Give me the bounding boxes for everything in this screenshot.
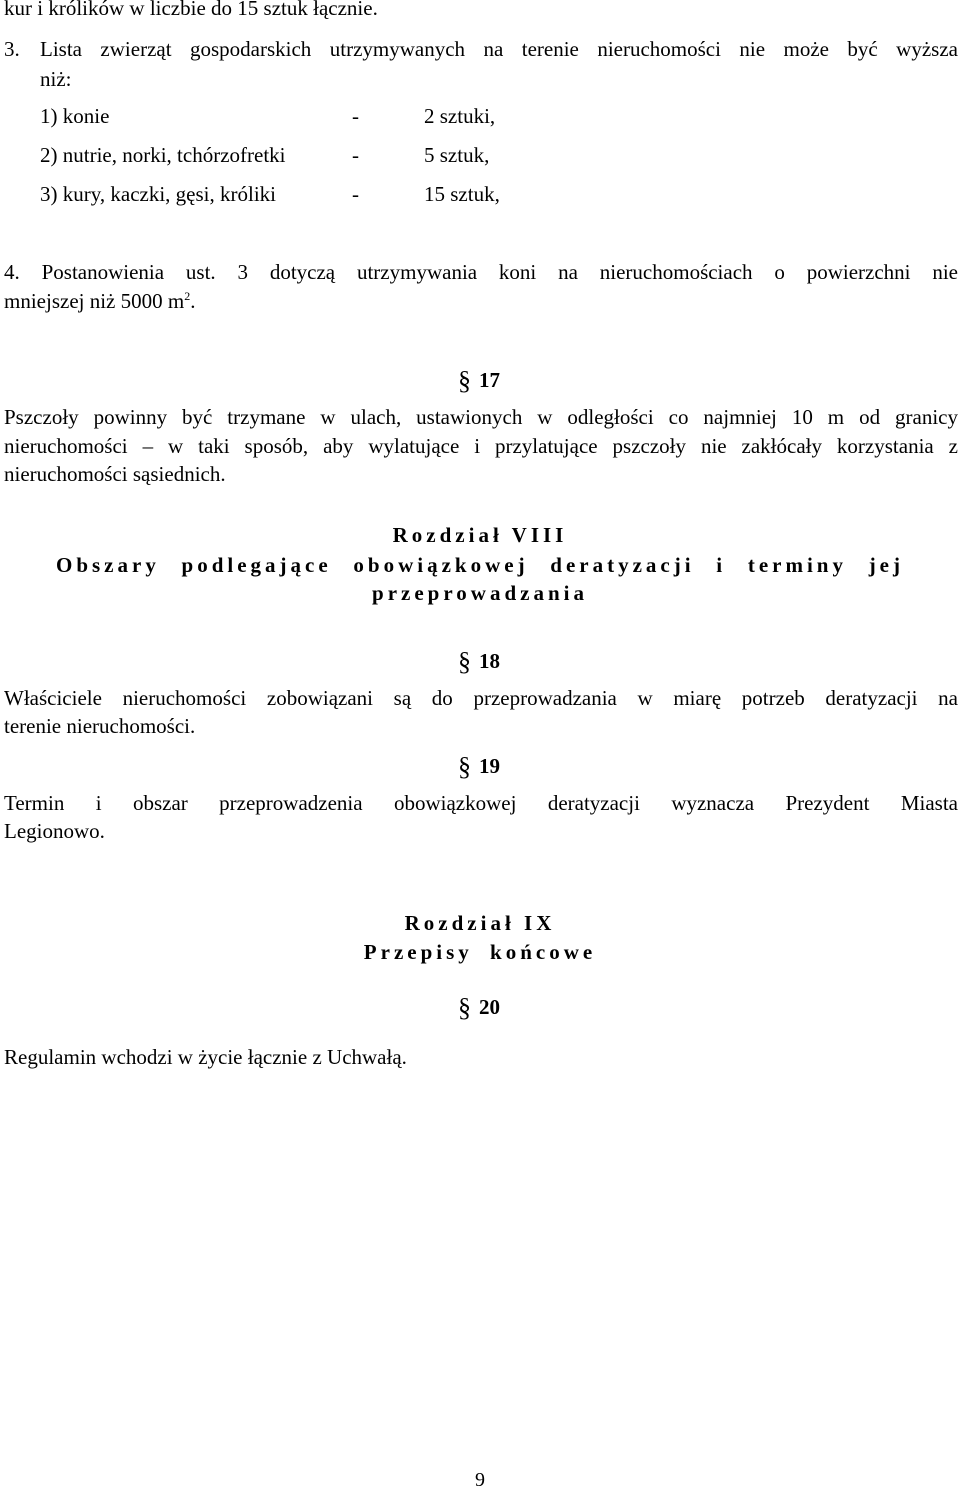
list-item-dash: - [352, 143, 359, 167]
top-line: kur i królików w liczbie do 15 sztuk łącznie. [4, 0, 378, 20]
list-item-dash: - [352, 182, 359, 206]
section-20-heading [458, 993, 500, 1023]
section-number: 17 [479, 368, 500, 392]
page-number: 9 [475, 1469, 485, 1491]
section-19-line: Termin i obszar przeprowadzenia obowiązkowej deratyzacji wyznacza Prezydent Miasta [4, 791, 958, 815]
section-18-line: Właściciele nieruchomości zobowiązani są do przeprowadzania w miarę potrzeb deratyzacji na [4, 686, 958, 710]
chapter-8-heading: Rozdział VIII [392, 523, 568, 547]
item3-text-line1: Lista zwierząt gospodarskich utrzymywanych na terenie nieruchomości nie może być wyższa [40, 37, 958, 61]
item3-text-line2: niż: [40, 67, 72, 91]
item4-superscript: 2 [184, 289, 191, 303]
chapter-9-title: Przepisy końcowe [363, 940, 597, 964]
item3-number: 3. [4, 37, 20, 61]
item4-line1: 4. Postanowienia ust. 3 dotyczą utrzymywania koni na nieruchomościach o powierzchni nie [4, 260, 958, 284]
item4-line2 [4, 289, 195, 314]
list-item-label: 1) konie [40, 104, 110, 128]
section-symbol-icon: § [458, 366, 471, 395]
chapter-8-title-line1: Obszary podlegające obowiązkowej deratyzacji i terminy jej [56, 553, 904, 577]
section-20-line: Regulamin wchodzi w życie łącznie z Uchwałą. [4, 1045, 407, 1069]
list-item-value: 2 sztuki, [424, 104, 496, 128]
section-19-heading [458, 752, 500, 782]
list-item-dash: - [352, 104, 359, 128]
item4-end: . [190, 289, 196, 313]
list-item-value: 5 sztuk, [424, 143, 490, 167]
section-symbol-icon: § [458, 647, 471, 676]
section-number: 18 [479, 649, 500, 673]
section-17-heading [458, 366, 500, 396]
section-18-heading [458, 647, 500, 677]
section-number: 20 [479, 995, 500, 1019]
section-17-line: Pszczoły powinny być trzymane w ulach, ustawionych w odległości co najmniej 10 m od granicy [4, 405, 958, 429]
chapter-8-title-line2: przeprowadzania [372, 581, 588, 605]
list-item-label: 3) kury, kaczki, gęsi, króliki [40, 182, 276, 206]
section-17-line: nieruchomości – w taki sposób, aby wylatujące i przylatujące pszczoły nie zakłócały korzystania z [4, 434, 958, 458]
section-17-line: nieruchomości sąsiednich. [4, 462, 226, 486]
section-18-line: terenie nieruchomości. [4, 714, 196, 738]
section-number: 19 [479, 754, 500, 778]
chapter-9-heading: Rozdział IX [404, 911, 556, 935]
section-symbol-icon: § [458, 993, 471, 1022]
item4-line2-text: mniejszej niż 5000 m [4, 289, 185, 313]
section-symbol-icon: § [458, 752, 471, 781]
list-item-label: 2) nutrie, norki, tchórzofretki [40, 143, 286, 167]
list-item-value: 15 sztuk, [424, 182, 500, 206]
section-19-line: Legionowo. [4, 819, 105, 843]
